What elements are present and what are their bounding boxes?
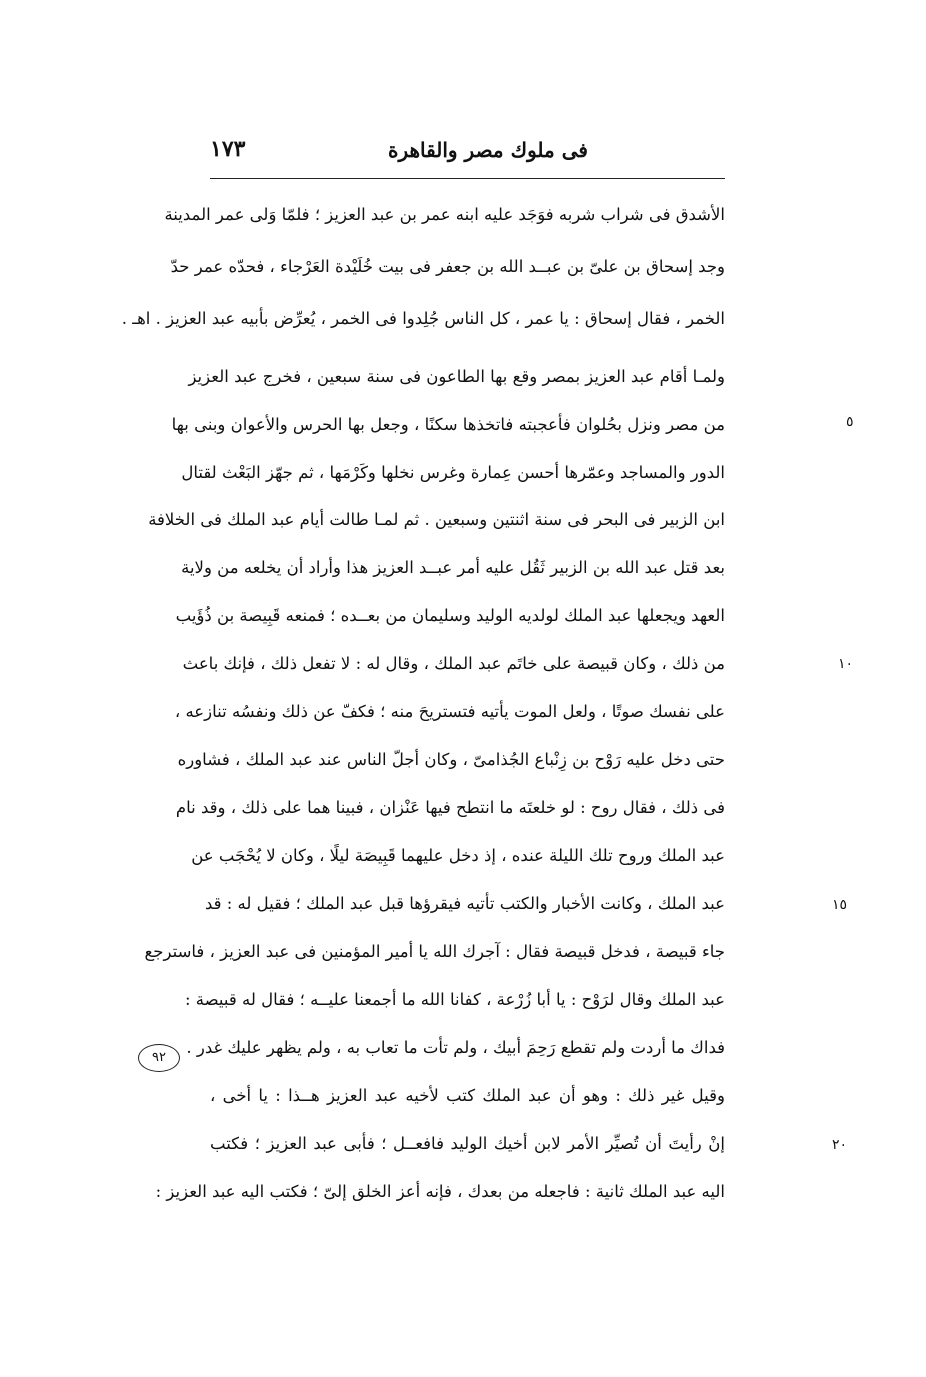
running-title: فى ملوك مصر والقاهرة xyxy=(388,138,588,162)
text-line: من ذلك ، وكان قبيصة على خاتَم عبد الملك ، وقال له : لا تفعل ذلك ، فإنك باعث xyxy=(182,654,725,673)
text-line: اليه عبد الملك ثانية : فاجعله من بعدك ، فإنه أعز الخلق إلىّ ؛ فكتب اليه عبد العزيز : xyxy=(155,1182,725,1201)
text-line: من مصر ونزل بحُلوان فأعجبته فاتخذها سكنًا ، وجعل بها الحرس والأعوان وبنى بها xyxy=(171,415,725,434)
text-line: وجد إسحاق بن علىّ بن عبــد الله بن جعفر فى بيت خُلَيْدة العَرْجاء ، فحدّه عمر حدّ xyxy=(170,257,725,276)
line-number-5: ٥ xyxy=(846,414,854,430)
line-number-15: ١٥ xyxy=(832,897,848,913)
text-line: ابن الزبير فى البحر فى سنة اثنتين وسبعين . ثم لمـا طالت أيام عبد الملك فى الخلافة xyxy=(148,510,725,529)
header-rule xyxy=(210,178,725,179)
text-line: الخمر ، فقال إسحاق : يا عمر ، كل الناس جُلِدوا فى الخمر ، يُعرِّض بأبيه عبد العزيز . اهـ . xyxy=(121,309,725,328)
text-line: الدور والمساجد وعمّرها أحسن عِمارة وغرس نخلها وكَرْمَها ، ثم جهّز البَعْث لقتال xyxy=(181,463,725,482)
text-line: بعد قتل عبد الله بن الزبير ثَقُل عليه أمر عبــد العزيز هذا وأراد أن يخلعه من ولاية xyxy=(181,558,725,577)
text-line: جاء قبيصة ، فدخل قبيصة فقال : آجرك الله يا أمير المؤمنين فى عبد العزيز ، فاسترجع xyxy=(144,942,725,961)
page-header xyxy=(210,128,725,168)
text-line: العهد ويجعلها عبد الملك لولديه الوليد وسليمان من بعــده ؛ فمنعه قَبِيصة بن ذُؤَيب xyxy=(175,606,725,625)
text-line: عبد الملك وقال لرَوْح : يا أبا زُرْعة ، كفانا الله ما أجمعنا عليــه ؛ فقال له قبيصة : xyxy=(184,990,725,1009)
text-line: عبد الملك وروح تلك الليلة عنده ، إذ دخل عليهما قَبِيصَة ليلًا ، وكان لا يُحْجَب عن xyxy=(191,846,725,865)
text-line: ولمـا أقام عبد العزيز بمصر وقع بها الطاعون فى سنة سبعين ، فخرج عبد العزيز xyxy=(188,367,725,386)
text-line: الأشدق فى شراب شربه فوَجَد عليه ابنه عمر بن عبد العزيز ؛ فلمّا وَلى عمر المدينة xyxy=(164,205,725,224)
page-number: ١٧٣ xyxy=(210,136,246,162)
manuscript-folio-number: ٩٢ xyxy=(138,1044,180,1072)
line-number-10: ١٠ xyxy=(838,656,854,672)
line-number-20: ٢٠ xyxy=(832,1137,848,1153)
text-line: على نفسك صوتًا ، ولعل الموت يأتيه فتستريحَ منه ؛ فكفّ عن ذلك ونفسُه تنازعه ، xyxy=(174,702,725,721)
text-line: فى ذلك ، فقال روح : لو خلعتَه ما انتطح فيها عَنْزان ، فبينا هما على ذلك ، وقد نام xyxy=(175,798,725,817)
text-line: إنْ رأيتَ أن تُصيِّر الأمر لابن أخيك الوليد فافعــل ؛ فأبى عبد العزيز ؛ فكتب xyxy=(210,1134,725,1153)
text-line: حتى دخل عليه رَوْح بن زِنْباع الجُذامىّ ، وكان أجلّ الناس عند عبد الملك ، فشاوره xyxy=(177,750,725,769)
text-line: وقيل غير ذلك : وهو أن عبد الملك كتب لأخيه عبد العزيز هــذا : يا أخى ، xyxy=(210,1086,725,1105)
text-line: فداك ما أردت ولم تقطع رَحِمَ أبيك ، ولم تأت ما تعاب به ، ولم يظهر عليك غدر . xyxy=(186,1038,725,1057)
text-line: عبد الملك ، وكانت الأخبار والكتب تأتيه فيقرؤها قبل عبد الملك ؛ فقيل له : قد xyxy=(204,894,725,913)
